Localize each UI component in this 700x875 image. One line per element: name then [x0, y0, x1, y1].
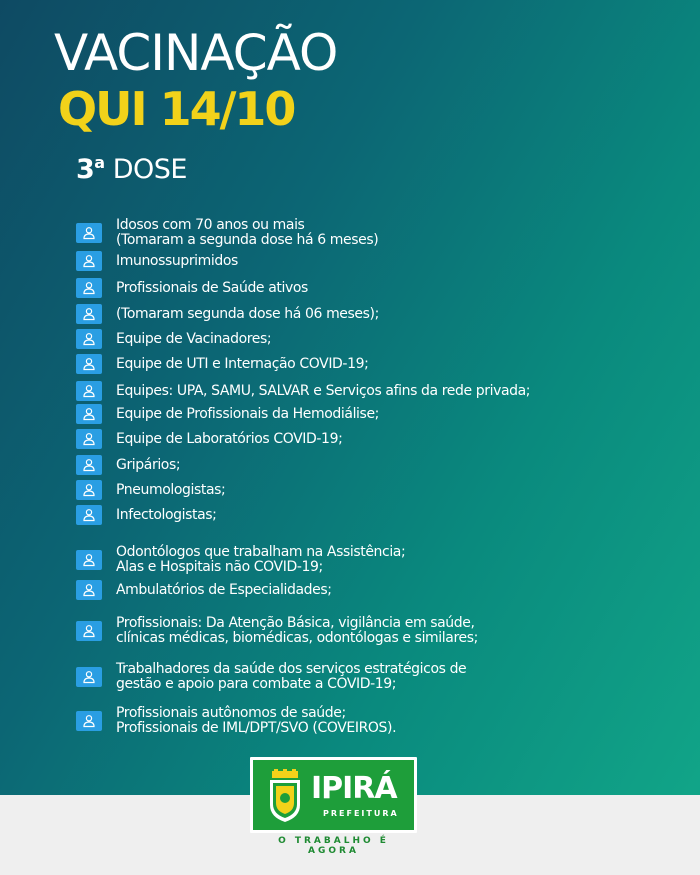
- list-item-line: Trabalhadores da saúde dos serviços estratégicos de: [116, 661, 467, 677]
- list-item-text: [116, 332, 271, 347]
- dose-label: DOSE: [112, 154, 187, 185]
- person-icon: [76, 329, 102, 349]
- dose-ordinal: a: [94, 153, 105, 172]
- list-item: [76, 329, 271, 349]
- list-item-text: [116, 281, 308, 296]
- list-item: [76, 580, 332, 600]
- list-item-line: Profissionais: Da Atenção Básica, vigilância em saúde,: [116, 615, 475, 631]
- prefeitura-logo: [250, 757, 417, 833]
- person-icon: [76, 667, 102, 687]
- list-item: [76, 545, 405, 575]
- list-item-text: [116, 662, 466, 692]
- dose-number: 3: [76, 154, 95, 185]
- list-item: [76, 381, 530, 401]
- list-item-text: [116, 307, 379, 322]
- list-item-line: gestão e apoio para combate a COVID-19;: [116, 676, 397, 692]
- list-item-text: [116, 357, 368, 372]
- person-icon: [76, 354, 102, 374]
- list-item: [76, 480, 225, 500]
- person-icon: [76, 711, 102, 731]
- list-item-line: Infectologistas;: [116, 506, 217, 523]
- list-item: [76, 455, 180, 475]
- person-icon: [76, 429, 102, 449]
- dose-heading: [76, 153, 187, 185]
- person-icon: [76, 480, 102, 500]
- list-item: [76, 251, 238, 271]
- list-item: [76, 218, 378, 248]
- list-item: [76, 429, 342, 449]
- list-item-line: Ambulatórios de Especialidades;: [116, 581, 332, 598]
- list-item: [76, 354, 368, 374]
- list-item-line: Gripários;: [116, 456, 181, 473]
- list-item: [76, 505, 217, 525]
- list-item-text: [116, 508, 217, 523]
- list-item-line: Equipe de Laboratórios COVID-19;: [116, 430, 343, 447]
- list-item-line: Profissionais de Saúde ativos: [116, 279, 308, 296]
- person-icon: [76, 381, 102, 401]
- person-icon: [76, 251, 102, 271]
- person-icon: [76, 580, 102, 600]
- list-item-line: (Tomaram a segunda dose há 6 meses): [116, 232, 379, 248]
- list-item-text: [116, 616, 478, 646]
- person-icon: [76, 505, 102, 525]
- list-item-line: Imunossuprimidos: [116, 252, 238, 269]
- list-item-line: Profissionais autônomos de saúde;: [116, 705, 346, 721]
- list-item-text: [116, 458, 180, 473]
- person-icon: [76, 223, 102, 243]
- list-item-text: [116, 706, 396, 736]
- list-item-line: clínicas médicas, biomédicas, odontólogas e similares;: [116, 630, 478, 646]
- coat-of-arms-icon: [268, 769, 302, 823]
- list-item-line: Equipe de Vacinadores;: [116, 330, 272, 347]
- brand-subtitle: PREFEITURA: [323, 809, 399, 818]
- list-item-text: [116, 483, 225, 498]
- person-icon: [76, 304, 102, 324]
- list-item: [76, 616, 478, 646]
- list-item: [76, 404, 379, 424]
- list-item: [76, 706, 396, 736]
- person-icon: [76, 404, 102, 424]
- brand-name: IPIRÁ: [311, 771, 397, 806]
- list-item-line: Idosos com 70 anos ou mais: [116, 217, 305, 233]
- list-item: [76, 662, 466, 692]
- person-icon: [76, 455, 102, 475]
- list-item-text: [116, 218, 378, 248]
- list-item-line: Equipe de Profissionais da Hemodiálise;: [116, 405, 379, 422]
- list-item-line: Pneumologistas;: [116, 481, 226, 498]
- list-item-text: [116, 545, 405, 575]
- poster-date: QUI 14/10: [58, 82, 295, 136]
- list-item-line: Profissionais de IML/DPT/SVO (COVEIROS).: [116, 720, 397, 736]
- list-item-line: Equipe de UTI e Internação COVID-19;: [116, 355, 369, 372]
- list-item: [76, 304, 379, 324]
- list-item-text: [116, 407, 379, 422]
- list-item-line: Alas e Hospitais não COVID-19;: [116, 559, 323, 575]
- list-item: [76, 278, 308, 298]
- slogan: O TRABALHO É AGORA: [278, 836, 389, 856]
- list-item-text: [116, 384, 530, 399]
- list-item-line: (Tomaram segunda dose há 06 meses);: [116, 305, 379, 322]
- person-icon: [76, 621, 102, 641]
- list-item-line: Odontólogos que trabalham na Assistência;: [116, 544, 406, 560]
- list-item-text: [116, 432, 342, 447]
- poster-title: VACINAÇÃO: [54, 24, 338, 82]
- list-item-line: Equipes: UPA, SAMU, SALVAR e Serviços afins da rede privada;: [116, 382, 531, 399]
- person-icon: [76, 278, 102, 298]
- list-item-text: [116, 583, 332, 598]
- person-icon: [76, 550, 102, 570]
- list-item-text: [116, 254, 238, 269]
